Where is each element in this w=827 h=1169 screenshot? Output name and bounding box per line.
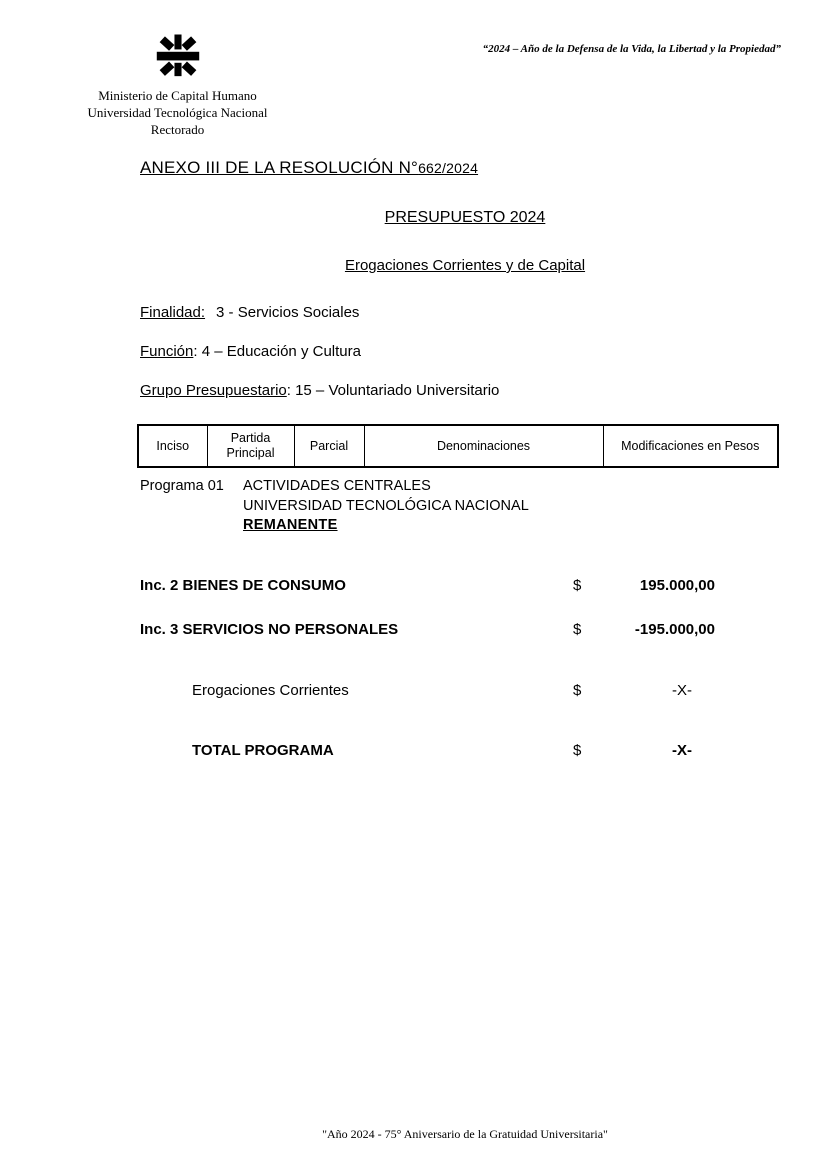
currency-sign: $: [573, 682, 582, 699]
grupo-label: Grupo Presupuestario: [140, 382, 287, 399]
line-item-amount: -X-: [672, 742, 692, 759]
section-title: Erogaciones Corrientes y de Capital: [344, 257, 586, 274]
funcion-label: Función: [140, 343, 194, 360]
budget-table: [137, 424, 779, 468]
letterhead-university: Universidad Tecnológica Nacional: [87, 105, 268, 120]
col-header-modificaciones: Modificaciones en Pesos: [603, 425, 778, 467]
line-item-inc3: [0, 621, 827, 639]
funcion-value: : 4 – Educación y Cultura: [193, 343, 361, 360]
program-name-3: REMANENTE: [243, 517, 338, 533]
budget-title: PRESUPUESTO 2024: [384, 209, 546, 226]
currency-sign: $: [573, 621, 582, 638]
line-item-amount: 195.000,00: [639, 577, 715, 594]
finalidad-value: 3 - Servicios Sociales: [216, 304, 360, 321]
program-block: [140, 477, 529, 536]
col-header-denominaciones: Denominaciones: [364, 425, 603, 467]
finalidad-line: [140, 304, 359, 321]
letterhead-ministry: Ministerio de Capital Humano: [98, 88, 257, 103]
line-item-erogaciones: [0, 682, 827, 700]
table-header-row: [138, 425, 778, 467]
line-item-amount: -195.000,00: [634, 621, 715, 638]
line-item-label: Erogaciones Corrientes: [192, 682, 349, 699]
line-item-label: TOTAL PROGRAMA: [192, 742, 334, 759]
funcion-line: [140, 343, 361, 360]
letterhead-office: Rectorado: [150, 122, 205, 137]
annex-resolution-number: 662/2024: [418, 160, 479, 176]
col-header-parcial: Parcial: [294, 425, 364, 467]
line-item-label: Inc. 2 BIENES DE CONSUMO: [140, 577, 346, 594]
line-item-amount: -X-: [672, 682, 692, 699]
annex-title: [140, 158, 478, 178]
program-name-1: ACTIVIDADES CENTRALES: [243, 478, 431, 494]
grupo-line: [140, 382, 499, 399]
footer-motto: "Año 2024 - 75° Aniversario de la Gratuidad Universitaria": [322, 1127, 608, 1141]
currency-sign: $: [573, 742, 582, 759]
currency-sign: $: [573, 577, 582, 594]
header-motto: “2024 – Año de la Defensa de la Vida, la Libertad y la Propiedad”: [482, 43, 781, 55]
annex-title-text: ANEXO III DE LA RESOLUCIÓN N°: [140, 158, 419, 177]
utn-logo-icon: [156, 33, 200, 80]
grupo-value: : 15 – Voluntariado Universitario: [286, 382, 500, 399]
line-item-label: Inc. 3 SERVICIOS NO PERSONALES: [140, 621, 399, 638]
program-label: Programa 01: [140, 478, 224, 494]
line-item-inc2: [0, 577, 827, 595]
col-header-inciso: Inciso: [138, 425, 207, 467]
line-item-total: [0, 742, 827, 760]
col-header-partida: Partida Principal: [207, 425, 294, 467]
program-line-1: [140, 477, 529, 497]
program-name-2: UNIVERSIDAD TECNOLÓGICA NACIONAL: [243, 497, 529, 514]
finalidad-label: Finalidad:: [140, 304, 206, 321]
letterhead: [60, 33, 295, 138]
